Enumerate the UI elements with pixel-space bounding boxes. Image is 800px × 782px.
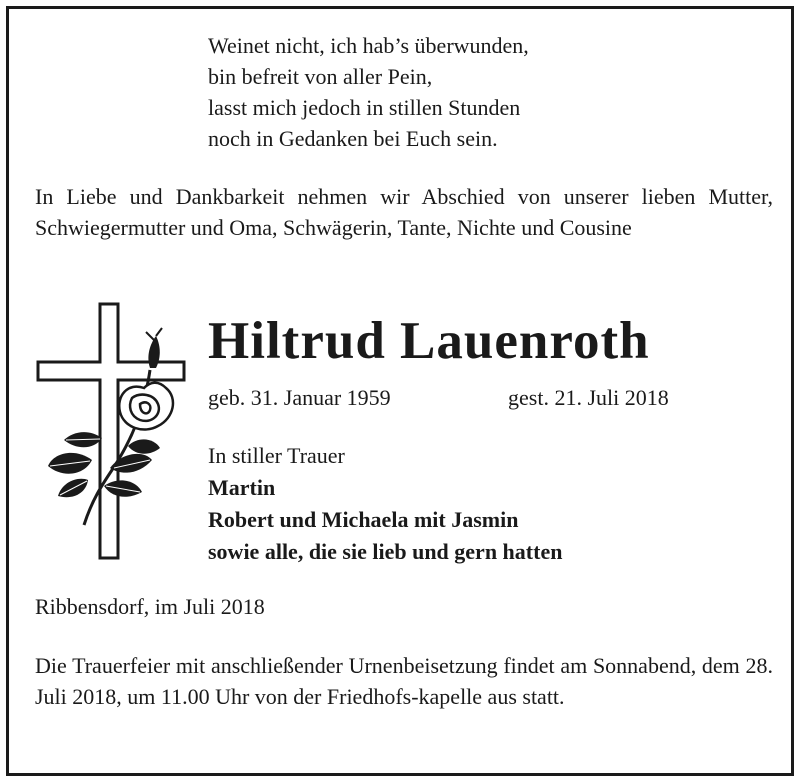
- place-date: Ribbensdorf, im Juli 2018: [35, 594, 265, 619]
- birth-date: geb. 31. Januar 1959: [208, 385, 391, 410]
- mourners-heading: In stiller Trauer: [208, 443, 345, 468]
- poem: [208, 30, 529, 154]
- cross-with-rose-icon: [32, 300, 192, 562]
- mourner-name: sowie alle, die sie lieb und gern hatten: [208, 539, 563, 564]
- mourner-name: Martin: [208, 475, 276, 500]
- mourner-name: Robert und Michaela mit Jasmin: [208, 507, 519, 532]
- intro-text: In Liebe und Dankbarkeit nehmen wir Abschied von unserer lieben Mutter, Schwiegermutter und Oma, Schwägerin, Tante, Nichte und Cousine: [35, 184, 773, 240]
- deceased-name: Hiltrud Lauenroth: [208, 312, 650, 370]
- poem-line: bin befreit von aller Pein,: [208, 64, 433, 89]
- mourners: [208, 440, 562, 568]
- poem-line: noch in Gedanken bei Euch sein.: [208, 126, 498, 151]
- poem-line: lasst mich jedoch in stillen Stunden: [208, 95, 521, 120]
- funeral-notice: Die Trauerfeier mit anschließender Urnenbeisetzung findet am Sonnabend, dem 28. Juli 2018, um 11.00 Uhr von der Friedhofs-kapelle aus statt.: [35, 653, 773, 709]
- death-date: gest. 21. Juli 2018: [508, 385, 669, 410]
- poem-line: Weinet nicht, ich hab’s überwunden,: [208, 33, 529, 58]
- life-dates: [208, 382, 669, 413]
